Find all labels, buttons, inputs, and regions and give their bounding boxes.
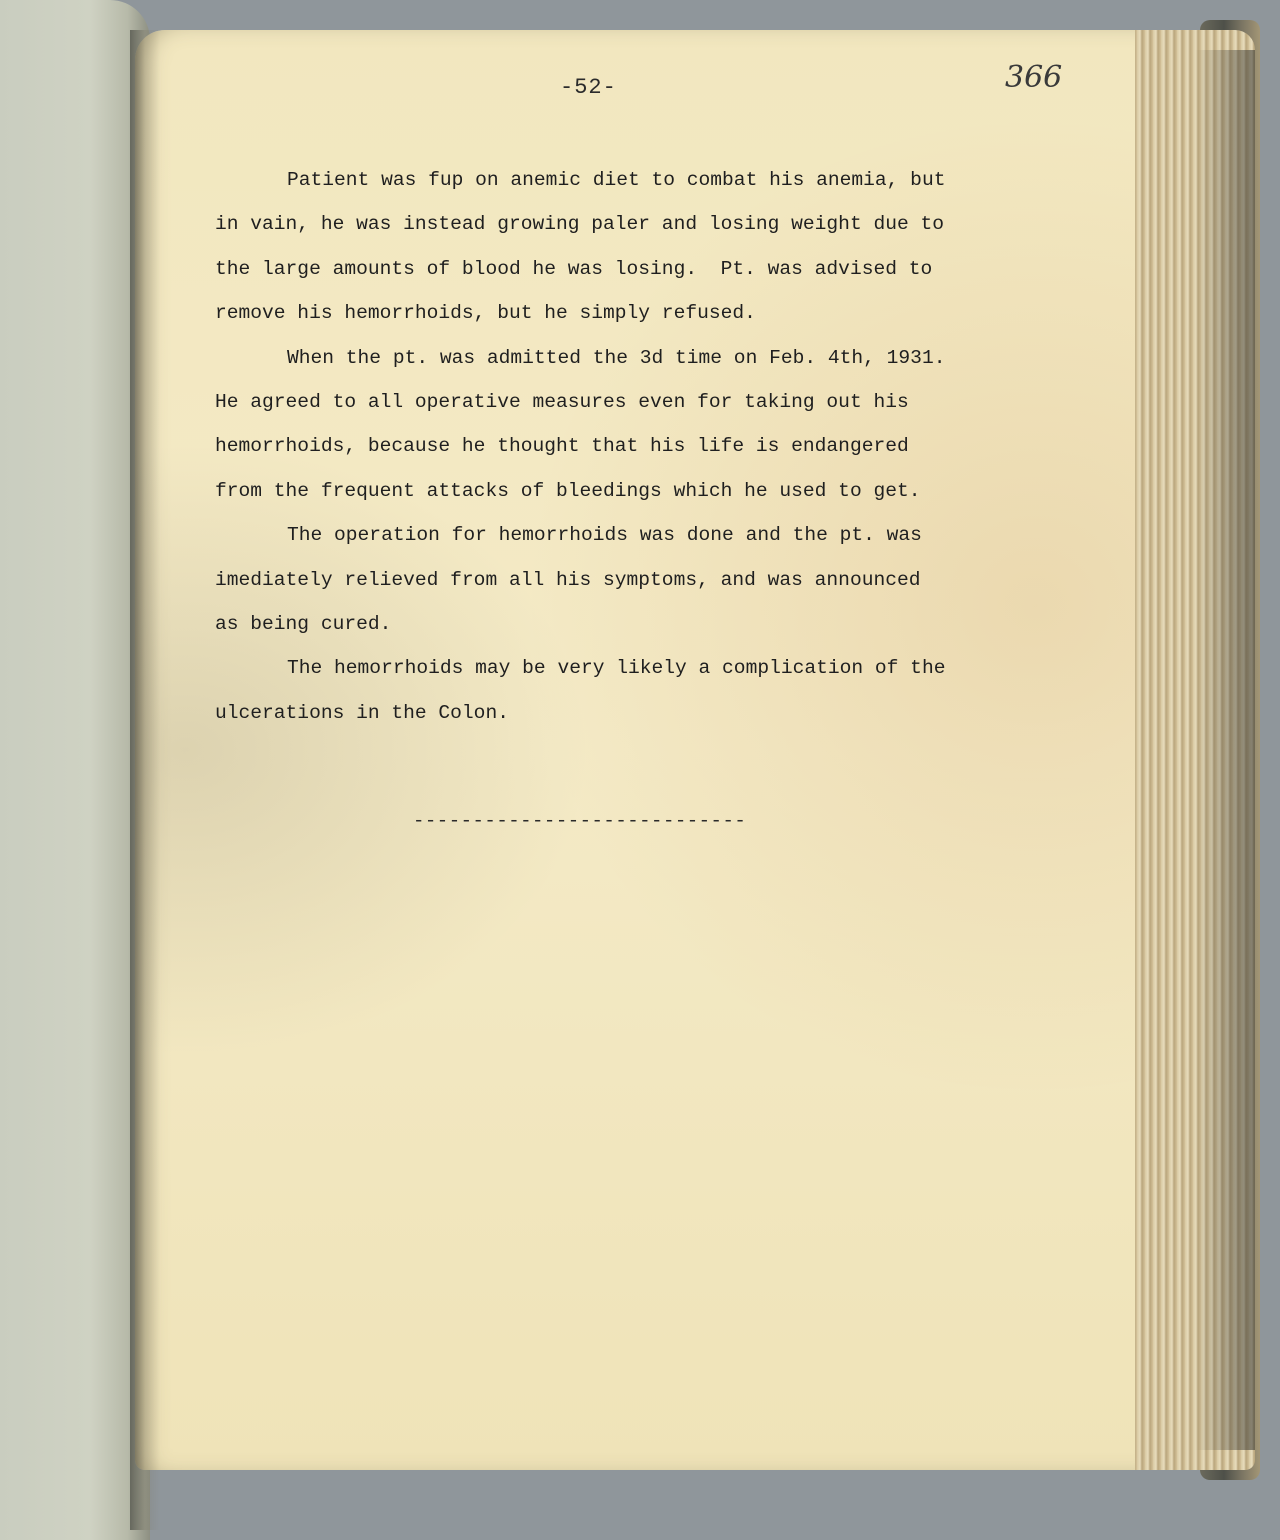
text-line: remove his hemorrhoids, but he simply refused. [215, 302, 756, 325]
text-line: When the pt. was admitted the 3d time on Feb. 4th, 1931. [287, 346, 946, 369]
text-line: The operation for hemorrhoids was done and the pt. was [287, 524, 922, 547]
text-line: He agreed to all operative measures even for taking out his [215, 391, 909, 414]
text-line: ulcerations in the Colon. [215, 701, 509, 724]
text-line: from the frequent attacks of bleedings which he used to get. [215, 479, 921, 502]
document-page [135, 30, 1135, 1470]
paragraph [215, 336, 1115, 514]
text-line: hemorrhoids, because he thought that his life is endangered [215, 435, 909, 458]
gutter-shadow [130, 30, 160, 1530]
paragraph [215, 158, 1115, 336]
left-page [0, 0, 150, 1540]
text-line: as being cured. [215, 613, 392, 636]
text-line: imediately relieved from all his symptoms, and was announced [215, 568, 921, 591]
text-line: the large amounts of blood he was losing. Pt. was advised to [215, 257, 933, 280]
typed-body-text [215, 158, 1115, 735]
text-line: The hemorrhoids may be very likely a complication of the [287, 657, 946, 680]
text-line: Patient was fup on anemic diet to combat his anemia, but [287, 169, 946, 191]
separator-rule: ---------------------------- [413, 810, 747, 832]
paragraph [215, 646, 1115, 735]
page-number: -52- [560, 75, 617, 100]
handwritten-folio-number: 366 [1005, 60, 1063, 95]
text-line: in vain, he was instead growing paler and losing weight due to [215, 213, 945, 236]
paragraph [215, 513, 1115, 646]
